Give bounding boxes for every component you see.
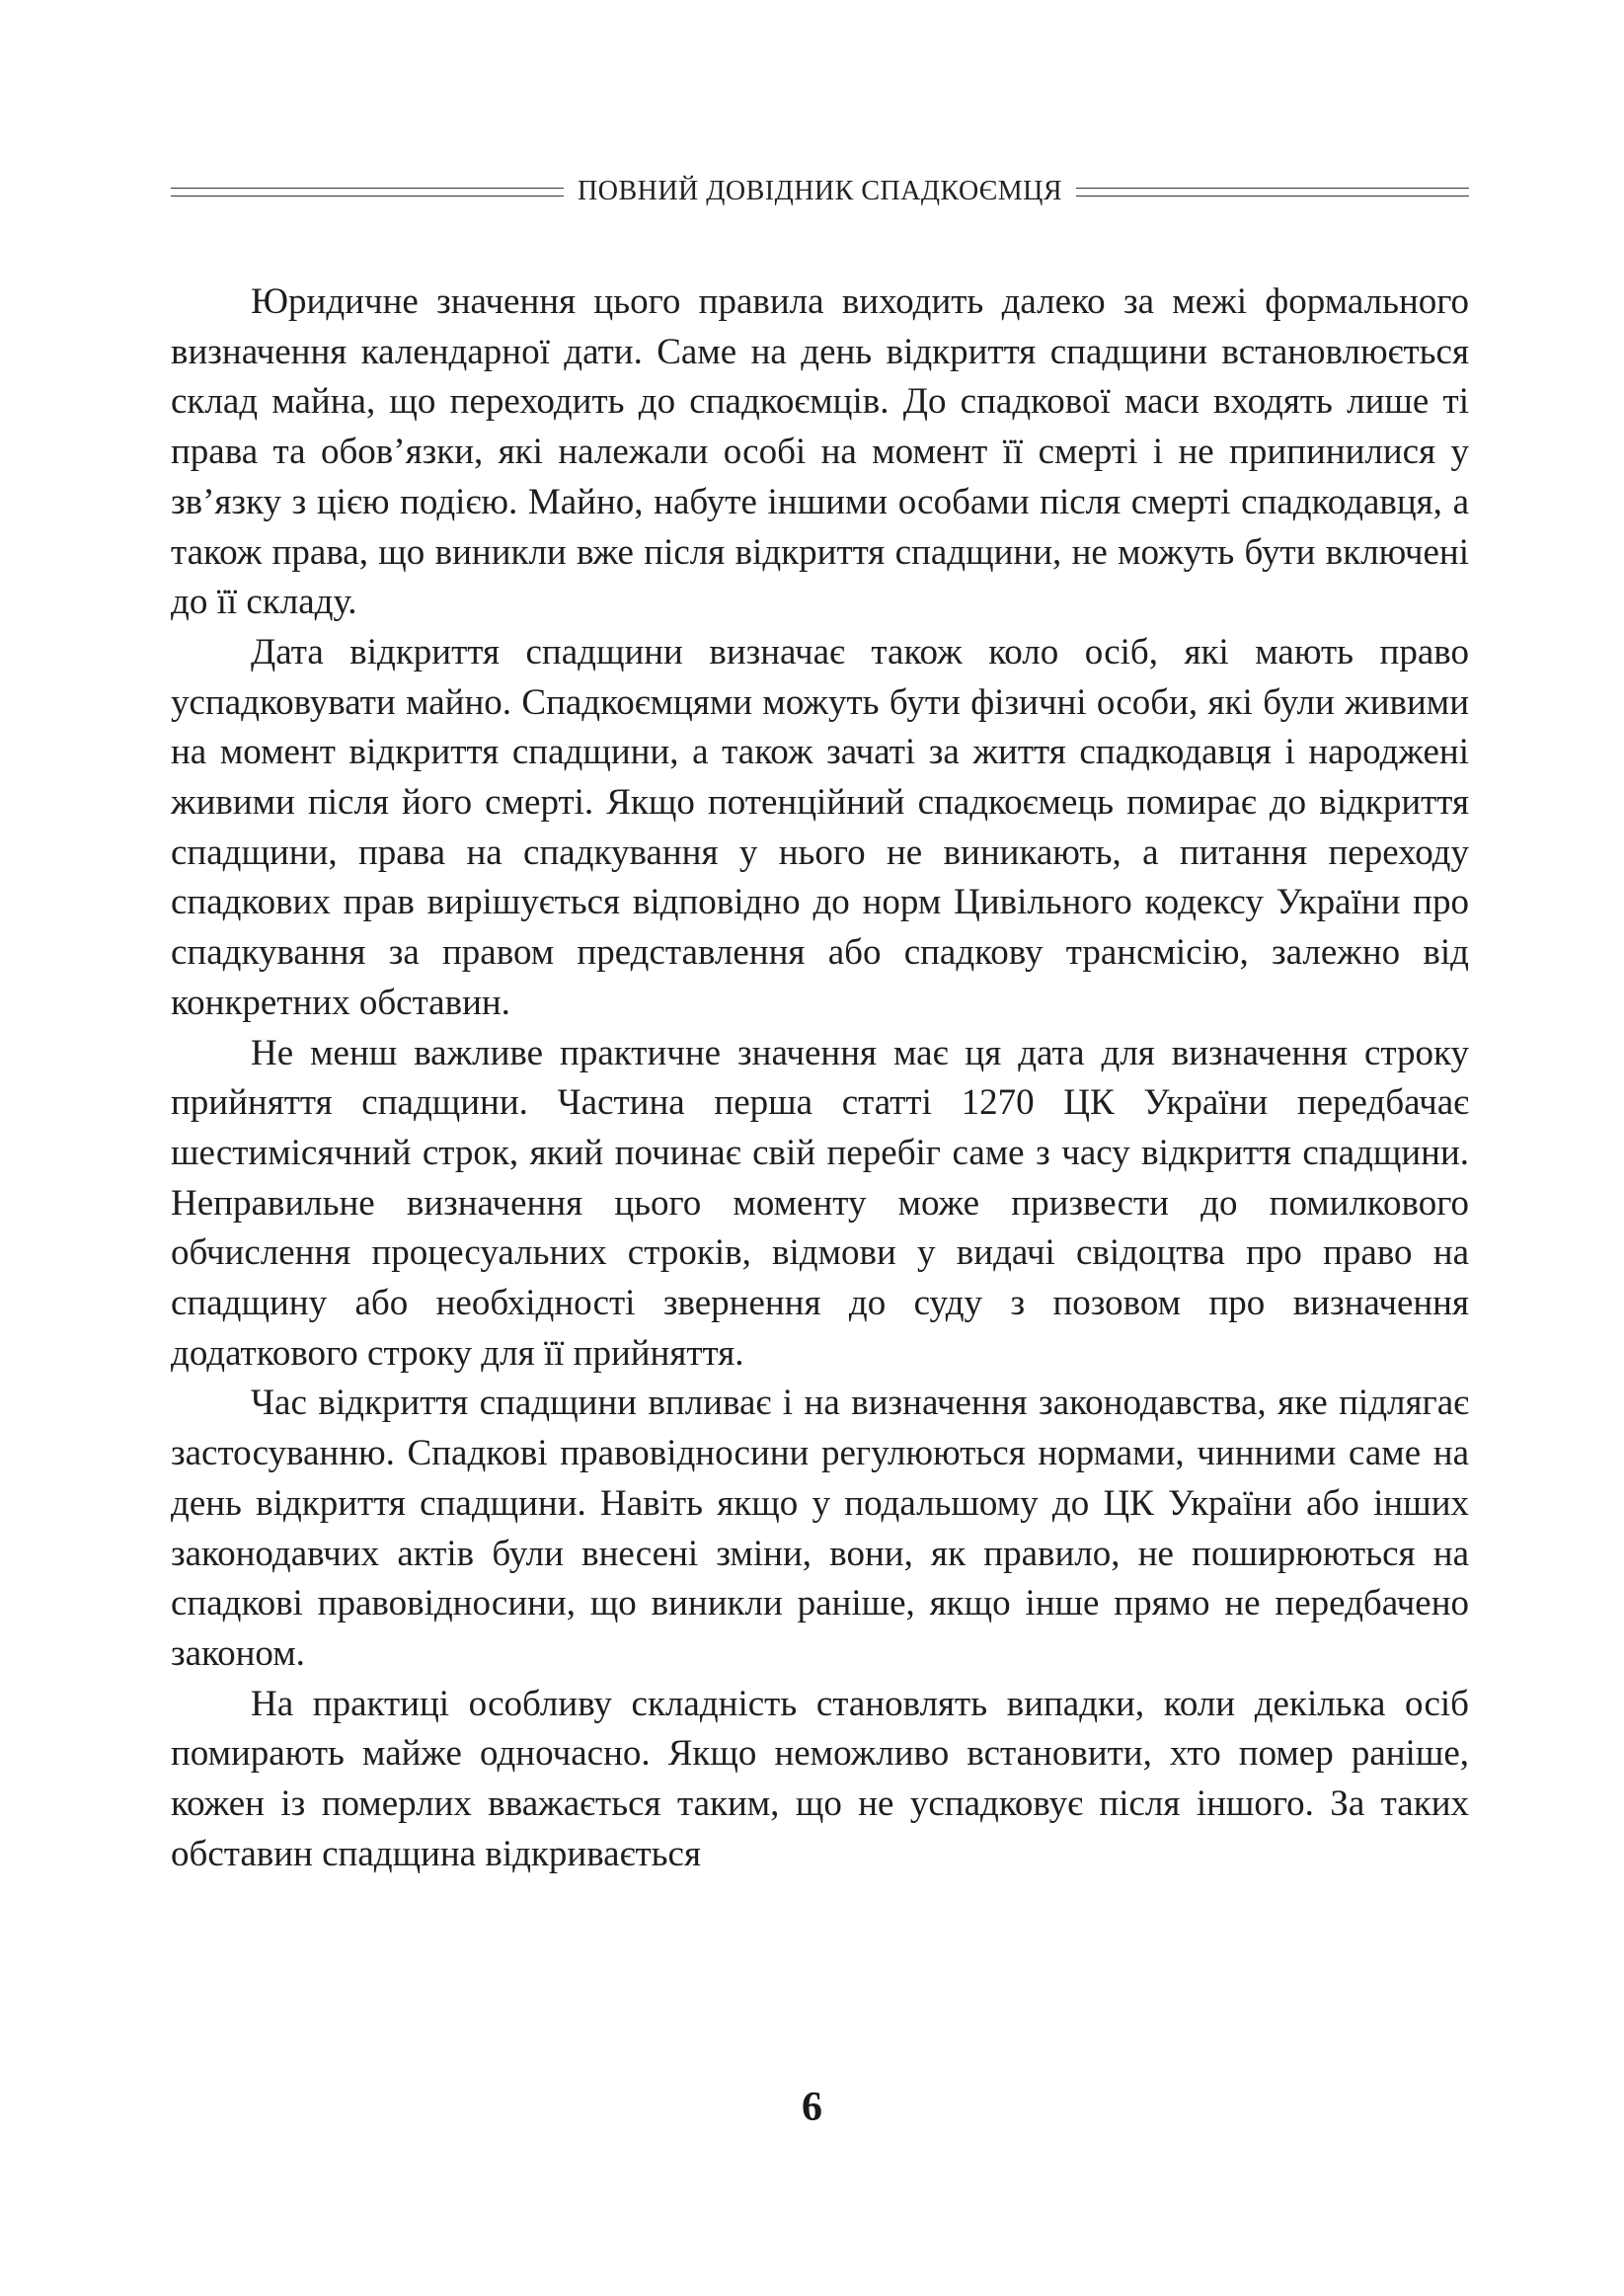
paragraph: Дата відкриття спадщини визначає також коло осіб, які мають право успадковувати майно. Спадкоємцями можуть бути фізичні особи, які були живими на момент відкриття спадщини, а також зачаті за життя спадкодавця і народжені живими після його смерті. Якщо потенційний спадкоємець помирає до відкриття спадщини, права на спадкування у нього не виникають, а питання переходу спадкових прав вирішується відповідно до норм Цивільного кодексу України про спадкування за правом представлення або спадкову трансмісію, залежно від конкретних обставин. <box>171 631 1469 1023</box>
paragraph: Час відкриття спадщини впливає і на визначення законодавства, яке підлягає застосуванню. Спадкові правовідносини регулюються нормами, чинними саме на день відкриття спадщини. Навіть якщо у подальшому до ЦК України або інших законодавчих актів були внесені зміни, вони, як правило, не поширюються на спадкові правовідносини, що виникли раніше, якщо інше прямо не передбачено законом. <box>171 1383 1469 1674</box>
header-title: ПОВНИЙ ДОВІДНИК СПАДКОЄМЦЯ <box>578 176 1063 206</box>
paragraph: На практиці особливу складність становлять випадки, коли декілька осіб помирають майже одночасно. Якщо неможливо встановити, хто помер раніше, кожен із померлих вважається таким, що не успадковує після іншого. За таких обставин спадщина відкривається <box>171 1683 1469 1874</box>
header-rule-right <box>1076 188 1469 197</box>
paragraph: Юридичне значення цього правила виходить далеко за межі формального визначення календарної дати. Саме на день відкриття спадщини встановлюється склад майна, що переходить до спадкоємців. До спадкової маси входять лише ті права та обов’язки, які належали особі на момент її смерті і не припинилися у зв’язку з цією подією. Майно, набуте іншими особами після смерті спадкодавця, а також права, що виникли вже після відкриття спадщини, не можуть бути включені до її складу. <box>171 281 1469 623</box>
paragraph: Не менш важливе практичне значення має ця дата для визначення строку прийняття спадщини. Частина перша статті 1270 ЦК України передбачає шестимісячний строк, який починає свій перебіг саме з часу відкриття спадщини. Неправильне визначення цього моменту може призвести до помилкового обчислення процесуальних строків, відмови у видачі свідоцтва про право на спадщину або необхідності звернення до суду з позовом про визначення додаткового строку для її прийняття. <box>171 1032 1469 1374</box>
header-rule-left <box>171 188 564 197</box>
body-text <box>171 277 1469 1880</box>
page-number: 6 <box>802 2085 822 2130</box>
running-header <box>171 172 1469 211</box>
